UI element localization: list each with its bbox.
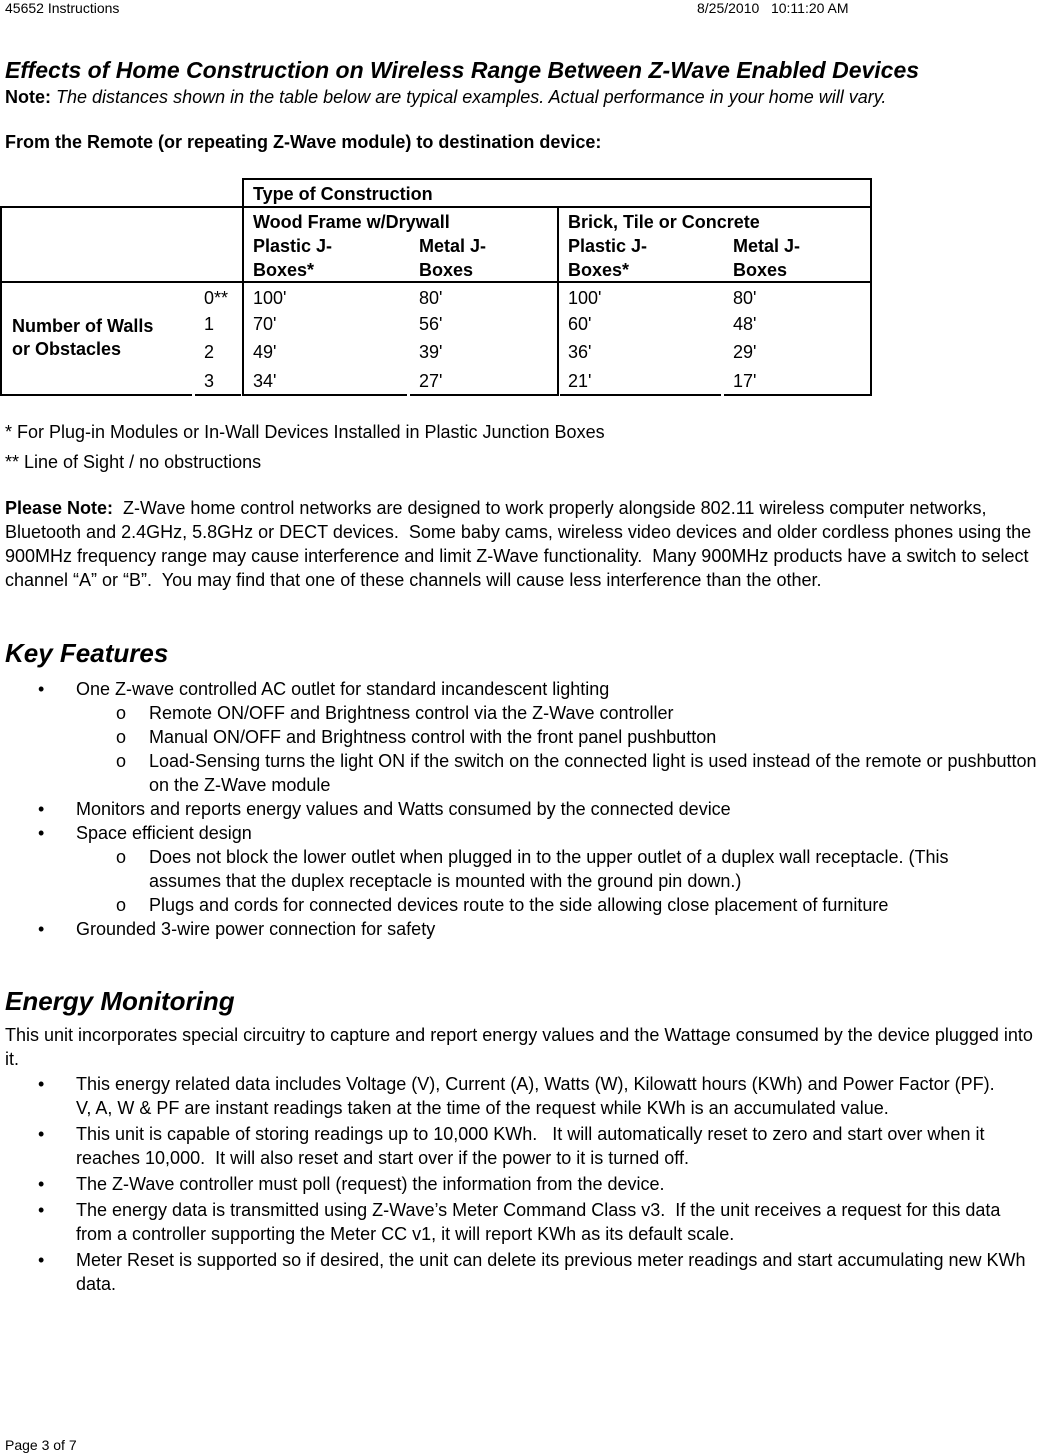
- page-number: Page 3 of 7: [5, 1437, 77, 1453]
- group-header-brick: Brick, Tile or Concrete: [568, 212, 760, 232]
- please-note-text: Z-Wave home control networks are designed to work properly alongside 802.11 wireless computer networks, Bluetooth and 2.4GHz, 5.8GHz or DECT devices. Some baby cams, wireless video devices and older cordless phones using the 900MHz frequency range may cause interference and limit Z-Wave functionality. Many 900MHz products have a switch to select channel “A” or “B”. You may find that one of these channels will cause less interference than the other.: [5, 498, 1037, 590]
- list-item: • Space efficient design: [38, 823, 252, 843]
- table-cell: 48': [733, 314, 757, 334]
- bullet-icon: •: [38, 799, 45, 819]
- list-item: • This energy related data includes Voltage (V), Current (A), Watts (W), Kilowatt hours (KWh) and Power Factor (PF). V, A, W & PF are instant readings taken at the time of the request while KWh is an accumulated value.: [38, 1074, 1010, 1118]
- table-cell: 100': [568, 288, 602, 308]
- table-cell: 80': [419, 288, 443, 308]
- group-header-wood: Wood Frame w/Drywall: [253, 212, 450, 232]
- walls-count: 1: [204, 314, 215, 334]
- table-cell: 39': [419, 342, 443, 362]
- note-label: Note:: [5, 87, 51, 107]
- table-cell: 100': [253, 288, 287, 308]
- note-line: [5, 85, 886, 109]
- sub-bullet-icon: o: [116, 727, 127, 747]
- col-header-wood-plastic-2: Boxes*: [253, 260, 315, 280]
- bullet-icon: •: [38, 823, 45, 843]
- sub-bullet-icon: o: [116, 895, 127, 915]
- walls-count: 2: [204, 342, 215, 362]
- from-line: From the Remote (or repeating Z-Wave module) to destination device:: [5, 132, 602, 152]
- bullet-icon: •: [38, 919, 45, 939]
- print-datetime: 8/25/2010 10:11:20 AM: [697, 0, 849, 16]
- list-item: o Plugs and cords for connected devices route to the side allowing close placement of furniture: [116, 895, 889, 915]
- section-title-energy-monitoring: Energy Monitoring: [5, 986, 235, 1016]
- note-text: The distances shown in the table below are typical examples. Actual performance in your home will vary.: [51, 87, 887, 107]
- please-note-paragraph: [5, 496, 1051, 592]
- col-header-brick-metal-1: Metal J-: [733, 236, 801, 256]
- bullet-icon: •: [38, 1174, 45, 1194]
- list-item: o Remote ON/OFF and Brightness control via the Z-Wave controller: [116, 703, 674, 723]
- col-header-brick-plastic-1: Plastic J-: [568, 236, 648, 256]
- list-item: • The energy data is transmitted using Z-Wave’s Meter Command Class v3. If the unit receives a request for this data from a controller supporting the Meter CC v1, it will report KWh as its default scale.: [38, 1200, 1006, 1244]
- list-item: • This unit is capable of storing readings up to 10,000 KWh. It will automatically reset to zero and start over when it reaches 10,000. It will also reset and start over if the power to it is turned off.: [38, 1124, 990, 1168]
- please-note-label: Please Note:: [5, 498, 114, 518]
- document-name: 45652 Instructions: [5, 0, 120, 16]
- table-cell: 49': [253, 342, 277, 362]
- list-item: o Load-Sensing turns the light ON if the switch on the connected light is used instead of the remote or pushbutton on the Z-Wave module: [116, 751, 1037, 795]
- table-cell: 70': [253, 314, 277, 334]
- table-cell: 36': [568, 342, 592, 362]
- bullet-icon: •: [38, 1074, 45, 1094]
- list-item: • One Z-wave controlled AC outlet for standard incandescent lighting: [38, 679, 610, 699]
- table-cell: 27': [419, 371, 443, 391]
- table-cell: 29': [733, 342, 757, 362]
- list-item: o Does not block the lower outlet when plugged in to the upper outlet of a duplex wall receptacle. (This assumes that the duplex receptacle is mounted with the ground pin down.): [116, 847, 949, 891]
- list-item: • The Z-Wave controller must poll (request) the information from the device.: [38, 1174, 665, 1194]
- energy-intro: This unit incorporates special circuitry to capture and report energy values and the Wattage consumed by the device plugged into it.: [5, 1025, 1033, 1069]
- table-cell: 34': [253, 371, 277, 391]
- sub-bullet-icon: o: [116, 703, 127, 723]
- table-top-header: Type of Construction: [253, 184, 433, 204]
- list-item: • Monitors and reports energy values and Watts consumed by the connected device: [38, 799, 731, 819]
- footnote-line-of-sight: ** Line of Sight / no obstructions: [5, 452, 262, 472]
- table-cell: 21': [568, 371, 592, 391]
- bullet-icon: •: [38, 679, 45, 699]
- col-header-brick-plastic-2: Boxes*: [568, 260, 630, 280]
- table-cell: 80': [733, 288, 757, 308]
- list-item: • Grounded 3-wire power connection for safety: [38, 919, 436, 939]
- sub-bullet-icon: o: [116, 847, 127, 867]
- col-header-wood-metal-1: Metal J-: [419, 236, 487, 256]
- col-header-brick-metal-2: Boxes: [733, 260, 788, 280]
- bullet-icon: •: [38, 1250, 45, 1270]
- table-cell: 56': [419, 314, 443, 334]
- section-title-key-features: Key Features: [5, 638, 169, 668]
- energy-list: [0, 1072, 1051, 1296]
- key-features-list: [0, 677, 1051, 941]
- table-cell: 60': [568, 314, 592, 334]
- footnote-plastic-boxes: * For Plug-in Modules or In-Wall Devices Installed in Plastic Junction Boxes: [5, 422, 605, 442]
- sub-bullet-icon: o: [116, 751, 127, 771]
- row-label-line-2: or Obstacles: [12, 339, 122, 359]
- col-header-wood-metal-2: Boxes: [419, 260, 474, 280]
- col-header-wood-plastic-1: Plastic J-: [253, 236, 333, 256]
- walls-count: 3: [204, 371, 215, 391]
- table-cell: 17': [733, 371, 757, 391]
- bullet-icon: •: [38, 1200, 45, 1220]
- list-item: o Manual ON/OFF and Brightness control with the front panel pushbutton: [116, 727, 717, 747]
- row-label-line-1: Number of Walls: [12, 316, 154, 336]
- walls-count: 0**: [204, 288, 229, 308]
- list-item: • Meter Reset is supported so if desired, the unit can delete its previous meter readings and start accumulating new KWh data.: [38, 1250, 1026, 1294]
- section-title-range: Effects of Home Construction on Wireless Range Between Z-Wave Enabled Devices: [5, 57, 920, 83]
- bullet-icon: •: [38, 1124, 45, 1144]
